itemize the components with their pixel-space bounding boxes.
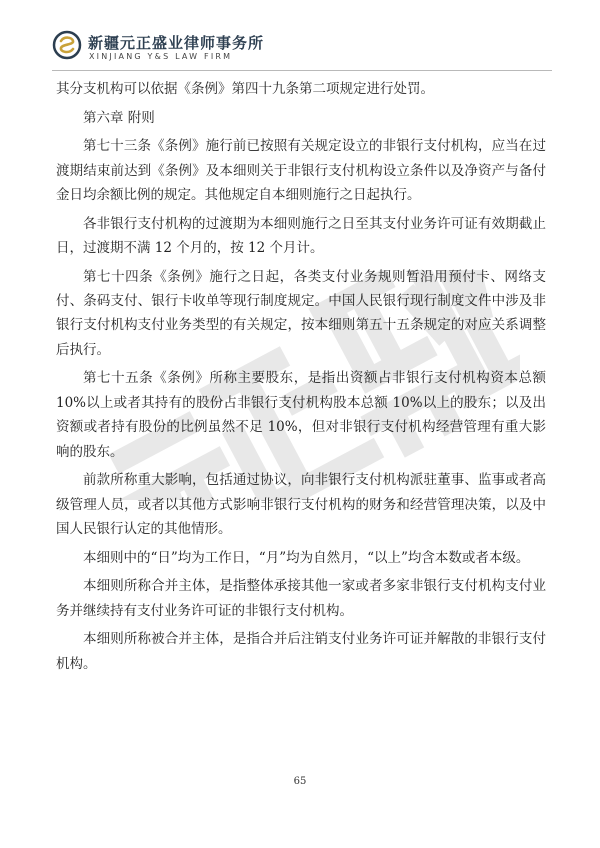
paragraph: 第七十五条《条例》所称主要股东，是指出资额占非银行支付机构资本总额 10%以上或者其持有的股份占非银行支付机构股本总额 10%以上的股东；以及出资额或者持有股份的比例虽然不足 10%，但对非银行支付机构经营管理有重大影响的股东。 xyxy=(56,370,546,460)
paragraph: 本细则所称被合并主体，是指合并后注销支付业务许可证并解散的非银行支付机构。 xyxy=(56,631,546,672)
paragraph: 第七十三条《条例》施行前已按照有关规定设立的非银行支付机构，应当在过渡期结束前达到《条例》及本细则关于非银行支付机构设立条件以及净资产与备付金日均余额比例的规定。其他规定自本细则施行之日起执行。 xyxy=(56,138,546,203)
paragraph: 前款所称重大影响，包括通过协议，向非银行支付机构派驻董事、监事或者高级管理人员，或者以其他方式影响非银行支付机构的财务和经营管理决策，以及中国人民银行认定的其他情形。 xyxy=(56,472,546,538)
header-divider xyxy=(52,70,552,71)
chapter-heading: 第六章 附则 xyxy=(83,109,155,126)
firm-logo-icon xyxy=(52,30,82,60)
document-body xyxy=(56,77,546,680)
paragraph: 第七十四条《条例》施行之日起，各类支付业务规则暂沿用预付卡、网络支付、条码支付、银行卡收单等现行制度规定。中国人民银行现行制度文件中涉及非银行支付机构支付业务类型的有关规定，按本细则第五十五条规定的对应关系调整后执行。 xyxy=(56,268,546,358)
paragraph: 各非银行支付机构的过渡期为本细则施行之日至其支付业务许可证有效期截止日，过渡期不满 12 个月的，按 12 个月计。 xyxy=(56,215,546,256)
paragraph: 本细则所称合并主体，是指整体承接其他一家或者多家非银行支付机构支付业务并继续持有支付业务许可证的非银行支付机构。 xyxy=(56,578,546,619)
firm-name-cn: 新疆元正盛业律师事务所 xyxy=(88,34,265,52)
page-number: 65 xyxy=(293,776,307,787)
paragraph: 其分支机构可以依据《条例》第四十九条第二项规定进行处罚。 xyxy=(56,81,434,97)
page-header xyxy=(52,30,552,70)
paragraph: 本细则中的“日”均为工作日，“月”均为自然月，“以上”均含本数或者本级。 xyxy=(83,549,530,566)
firm-name-en: XINJIANG Y&S LAW FIRM xyxy=(89,52,233,61)
